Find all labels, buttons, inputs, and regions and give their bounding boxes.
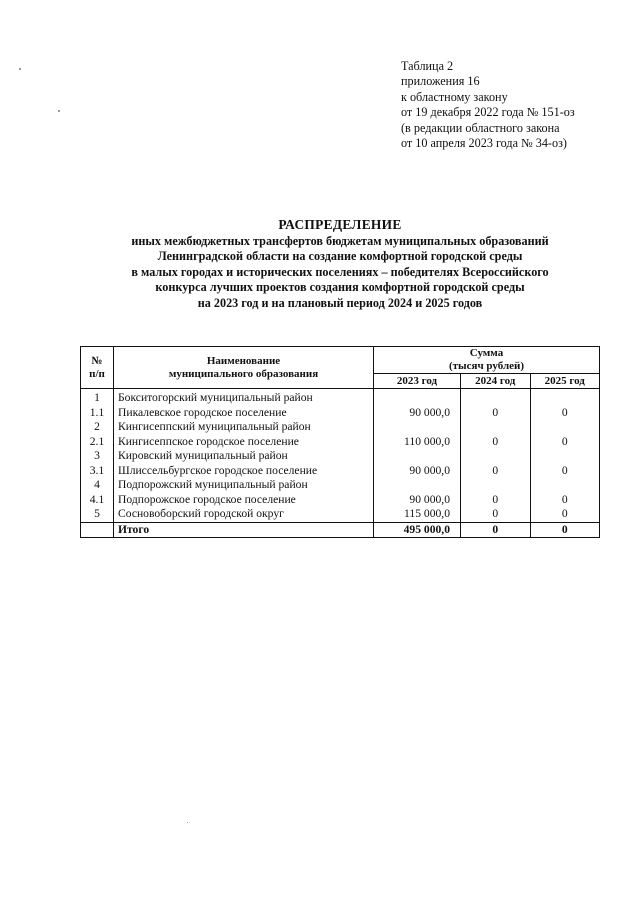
note-line: (в редакции областного закона — [401, 120, 560, 135]
total-value-2023: 495 000,0 — [374, 522, 461, 538]
row-name: Кингисеппский муниципальный район — [114, 420, 374, 435]
row-name: Подпорожское городское поселение — [114, 493, 374, 508]
row-name: Подпорожский муниципальный район — [114, 478, 374, 493]
header-year-2024: 2024 год — [461, 374, 531, 389]
row-value-2025 — [530, 420, 600, 435]
row-value-2025: 0 — [530, 493, 600, 508]
row-value-2025: 0 — [530, 507, 600, 522]
row-value-2024: 0 — [461, 507, 531, 522]
row-value-2024: 0 — [461, 464, 531, 479]
note-line: к областному закону — [401, 89, 508, 104]
scan-speck — [187, 822, 188, 823]
header-sum: Сумма (тысяч рублей) — [374, 347, 600, 374]
table-row — [81, 435, 600, 450]
title-line: на 2023 год и на плановый период 2024 и 2025 годов — [197, 295, 483, 310]
row-value-2024 — [461, 389, 531, 406]
scan-speck — [19, 68, 21, 70]
row-number: 3 — [81, 449, 114, 464]
distribution-table — [80, 346, 600, 538]
row-value-2023 — [374, 449, 461, 464]
row-number: 5 — [81, 507, 114, 522]
row-value-2024 — [461, 449, 531, 464]
title-line: иных межбюджетных трансфертов бюджетам муниципальных образований — [131, 233, 549, 248]
row-value-2024 — [461, 478, 531, 493]
title-heading: РАСПРЕДЕЛЕНИЕ — [278, 217, 402, 232]
row-name: Пикалевское городское поселение — [114, 406, 374, 421]
note-line: от 10 апреля 2023 года № 34-оз) — [401, 136, 567, 151]
row-value-2023 — [374, 478, 461, 493]
note-line: от 19 декабря 2022 года № 151-оз — [401, 105, 575, 120]
table-row — [81, 464, 600, 479]
row-number: 2.1 — [81, 435, 114, 450]
row-number: 2 — [81, 420, 114, 435]
row-value-2025: 0 — [530, 435, 600, 450]
total-value-2025: 0 — [530, 522, 600, 538]
row-value-2024: 0 — [461, 493, 531, 508]
header-name: Наименование муниципального образования — [114, 347, 374, 389]
row-value-2023 — [374, 420, 461, 435]
row-name: Бокситогорский муниципальный район — [114, 389, 374, 406]
row-value-2025 — [530, 389, 600, 406]
table-row — [81, 493, 600, 508]
table-row — [81, 406, 600, 421]
appendix-reference-note — [401, 59, 575, 151]
row-value-2023 — [374, 389, 461, 406]
row-value-2023: 110 000,0 — [374, 435, 461, 450]
row-name: Шлиссельбургское городское поселение — [114, 464, 374, 479]
row-number: 3.1 — [81, 464, 114, 479]
total-number-cell — [81, 522, 114, 538]
scan-speck — [58, 110, 60, 112]
total-row — [81, 522, 600, 538]
row-number: 4.1 — [81, 493, 114, 508]
row-value-2023: 90 000,0 — [374, 493, 461, 508]
row-value-2025 — [530, 449, 600, 464]
row-value-2024: 0 — [461, 406, 531, 421]
row-number: 4 — [81, 478, 114, 493]
title-line: в малых городах и исторических поселениях – победителях Всероссийского — [131, 264, 549, 279]
title-line: Ленинградской области на создание комфортной городской среды — [157, 249, 523, 264]
row-value-2023: 90 000,0 — [374, 464, 461, 479]
table-row — [81, 449, 600, 464]
table-row — [81, 507, 600, 522]
document-title — [60, 217, 620, 312]
row-number: 1 — [81, 389, 114, 406]
row-name: Кировский муниципальный район — [114, 449, 374, 464]
row-name: Кингисеппское городское поселение — [114, 435, 374, 450]
header-year-2023: 2023 год — [374, 374, 461, 389]
row-value-2024 — [461, 420, 531, 435]
row-name: Сосновоборский городской округ — [114, 507, 374, 522]
row-value-2025: 0 — [530, 406, 600, 421]
row-value-2024: 0 — [461, 435, 531, 450]
row-value-2025 — [530, 478, 600, 493]
row-number: 1.1 — [81, 406, 114, 421]
table-row — [81, 420, 600, 435]
header-year-2025: 2025 год — [530, 374, 600, 389]
table-row — [81, 389, 600, 406]
total-value-2024: 0 — [461, 522, 531, 538]
note-line: приложения 16 — [401, 74, 480, 89]
total-label: Итого — [114, 522, 374, 538]
table-row — [81, 478, 600, 493]
header-number: № п/п — [81, 347, 114, 389]
title-line: конкурса лучших проектов создания комфортной городской среды — [155, 280, 525, 295]
row-value-2023: 115 000,0 — [374, 507, 461, 522]
row-value-2023: 90 000,0 — [374, 406, 461, 421]
row-value-2025: 0 — [530, 464, 600, 479]
note-line: Таблица 2 — [401, 59, 454, 73]
